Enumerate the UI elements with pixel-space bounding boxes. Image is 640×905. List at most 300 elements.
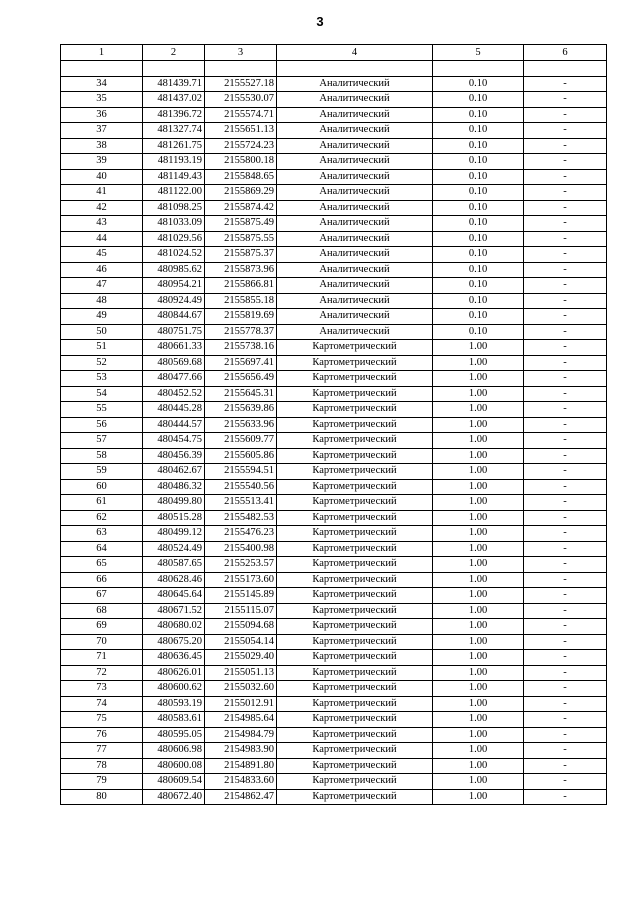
accuracy-cell: 1.00 — [433, 650, 524, 666]
point-number-cell: 68 — [61, 603, 143, 619]
table-row — [61, 402, 607, 418]
note-cell: - — [524, 293, 607, 309]
note-cell: - — [524, 789, 607, 805]
point-number-cell: 47 — [61, 278, 143, 294]
y-coordinate-cell — [205, 61, 277, 77]
method-cell: Картометрический — [277, 495, 433, 511]
accuracy-cell: 1.00 — [433, 433, 524, 449]
y-coordinate-cell: 2155738.16 — [205, 340, 277, 356]
x-coordinate-cell: 480844.67 — [143, 309, 205, 325]
y-coordinate-cell: 2155724.23 — [205, 138, 277, 154]
accuracy-cell: 0.10 — [433, 247, 524, 263]
accuracy-cell: 0.10 — [433, 278, 524, 294]
method-cell: Картометрический — [277, 355, 433, 371]
method-cell: Аналитический — [277, 231, 433, 247]
method-cell: Картометрический — [277, 510, 433, 526]
column-header: 3 — [205, 45, 277, 61]
note-cell: - — [524, 386, 607, 402]
note-cell: - — [524, 216, 607, 232]
method-cell: Картометрический — [277, 619, 433, 635]
point-number-cell: 74 — [61, 696, 143, 712]
accuracy-cell: 1.00 — [433, 696, 524, 712]
method-cell: Картометрический — [277, 634, 433, 650]
y-coordinate-cell: 2155527.18 — [205, 76, 277, 92]
note-cell: - — [524, 169, 607, 185]
column-header: 4 — [277, 45, 433, 61]
accuracy-cell: 1.00 — [433, 681, 524, 697]
x-coordinate-cell: 480524.49 — [143, 541, 205, 557]
accuracy-cell: 1.00 — [433, 495, 524, 511]
point-number-cell: 34 — [61, 76, 143, 92]
y-coordinate-cell: 2155051.13 — [205, 665, 277, 681]
note-cell: - — [524, 526, 607, 542]
note-cell: - — [524, 557, 607, 573]
point-number-cell: 42 — [61, 200, 143, 216]
accuracy-cell: 1.00 — [433, 386, 524, 402]
y-coordinate-cell: 2155513.41 — [205, 495, 277, 511]
y-coordinate-cell: 2155115.07 — [205, 603, 277, 619]
table-row — [61, 61, 607, 77]
x-coordinate-cell: 481029.56 — [143, 231, 205, 247]
table-row — [61, 371, 607, 387]
method-cell: Картометрический — [277, 665, 433, 681]
table-row — [61, 526, 607, 542]
accuracy-cell: 1.00 — [433, 464, 524, 480]
accuracy-cell: 1.00 — [433, 417, 524, 433]
method-cell: Картометрический — [277, 603, 433, 619]
accuracy-cell: 0.10 — [433, 262, 524, 278]
point-number-cell: 64 — [61, 541, 143, 557]
method-cell: Картометрический — [277, 774, 433, 790]
table-row — [61, 448, 607, 464]
note-cell: - — [524, 510, 607, 526]
table-row — [61, 262, 607, 278]
accuracy-cell: 0.10 — [433, 200, 524, 216]
accuracy-cell: 0.10 — [433, 92, 524, 108]
point-number-cell: 70 — [61, 634, 143, 650]
accuracy-cell: 0.10 — [433, 169, 524, 185]
table-row — [61, 634, 607, 650]
table-row — [61, 774, 607, 790]
table-row — [61, 510, 607, 526]
point-number-cell: 71 — [61, 650, 143, 666]
x-coordinate-cell: 481261.75 — [143, 138, 205, 154]
y-coordinate-cell: 2155866.81 — [205, 278, 277, 294]
note-cell: - — [524, 479, 607, 495]
point-number-cell: 63 — [61, 526, 143, 542]
table-row — [61, 588, 607, 604]
accuracy-cell: 1.00 — [433, 479, 524, 495]
point-number-cell: 48 — [61, 293, 143, 309]
x-coordinate-cell: 480515.28 — [143, 510, 205, 526]
table-row — [61, 464, 607, 480]
x-coordinate-cell: 480499.80 — [143, 495, 205, 511]
table-row — [61, 479, 607, 495]
point-number-cell: 79 — [61, 774, 143, 790]
point-number-cell: 43 — [61, 216, 143, 232]
note-cell: - — [524, 402, 607, 418]
point-number-cell: 39 — [61, 154, 143, 170]
accuracy-cell: 1.00 — [433, 371, 524, 387]
accuracy-cell: 0.10 — [433, 138, 524, 154]
y-coordinate-cell: 2155778.37 — [205, 324, 277, 340]
x-coordinate-cell: 481033.09 — [143, 216, 205, 232]
note-cell: - — [524, 262, 607, 278]
table-row — [61, 727, 607, 743]
point-number-cell: 46 — [61, 262, 143, 278]
method-cell: Аналитический — [277, 324, 433, 340]
method-cell: Картометрический — [277, 448, 433, 464]
table-row — [61, 247, 607, 263]
note-cell: - — [524, 743, 607, 759]
point-number-cell: 75 — [61, 712, 143, 728]
note-cell: - — [524, 309, 607, 325]
table-row — [61, 541, 607, 557]
table-body — [61, 61, 607, 805]
y-coordinate-cell: 2155875.49 — [205, 216, 277, 232]
accuracy-cell: 1.00 — [433, 774, 524, 790]
y-coordinate-cell: 2155574.71 — [205, 107, 277, 123]
method-cell: Картометрический — [277, 789, 433, 805]
method-cell: Картометрический — [277, 758, 433, 774]
y-coordinate-cell: 2154983.90 — [205, 743, 277, 759]
point-number-cell: 35 — [61, 92, 143, 108]
y-coordinate-cell: 2155633.96 — [205, 417, 277, 433]
table-row — [61, 293, 607, 309]
accuracy-cell: 1.00 — [433, 340, 524, 356]
method-cell: Картометрический — [277, 681, 433, 697]
table-row — [61, 433, 607, 449]
method-cell: Картометрический — [277, 696, 433, 712]
y-coordinate-cell: 2154862.47 — [205, 789, 277, 805]
accuracy-cell: 0.10 — [433, 123, 524, 139]
y-coordinate-cell: 2155855.18 — [205, 293, 277, 309]
note-cell: - — [524, 541, 607, 557]
table-row — [61, 278, 607, 294]
accuracy-cell: 1.00 — [433, 619, 524, 635]
note-cell: - — [524, 572, 607, 588]
method-cell: Аналитический — [277, 309, 433, 325]
method-cell: Аналитический — [277, 216, 433, 232]
table-row — [61, 557, 607, 573]
table-row — [61, 603, 607, 619]
note-cell: - — [524, 619, 607, 635]
table-row — [61, 340, 607, 356]
accuracy-cell: 1.00 — [433, 526, 524, 542]
table-row — [61, 417, 607, 433]
x-coordinate-cell: 480444.57 — [143, 417, 205, 433]
y-coordinate-cell: 2155605.86 — [205, 448, 277, 464]
header-row — [61, 45, 607, 61]
y-coordinate-cell: 2155869.29 — [205, 185, 277, 201]
method-cell: Картометрический — [277, 712, 433, 728]
point-number-cell: 44 — [61, 231, 143, 247]
table-row — [61, 650, 607, 666]
page-number: 3 — [316, 14, 324, 29]
y-coordinate-cell: 2155594.51 — [205, 464, 277, 480]
accuracy-cell: 1.00 — [433, 603, 524, 619]
point-number-cell: 50 — [61, 324, 143, 340]
y-coordinate-cell: 2155639.86 — [205, 402, 277, 418]
point-number-cell: 78 — [61, 758, 143, 774]
note-cell: - — [524, 185, 607, 201]
point-number-cell: 40 — [61, 169, 143, 185]
x-coordinate-cell: 480587.65 — [143, 557, 205, 573]
method-cell: Картометрический — [277, 743, 433, 759]
point-number-cell: 73 — [61, 681, 143, 697]
point-number-cell: 53 — [61, 371, 143, 387]
method-cell: Аналитический — [277, 107, 433, 123]
x-coordinate-cell: 480595.05 — [143, 727, 205, 743]
note-cell: - — [524, 774, 607, 790]
y-coordinate-cell: 2155848.65 — [205, 169, 277, 185]
note-cell: - — [524, 340, 607, 356]
y-coordinate-cell: 2155609.77 — [205, 433, 277, 449]
method-cell: Картометрический — [277, 371, 433, 387]
accuracy-cell: 0.10 — [433, 216, 524, 232]
table-row — [61, 495, 607, 511]
accuracy-cell: 1.00 — [433, 588, 524, 604]
point-number-cell: 60 — [61, 479, 143, 495]
table-row — [61, 712, 607, 728]
method-cell: Аналитический — [277, 185, 433, 201]
x-coordinate-cell: 480606.98 — [143, 743, 205, 759]
accuracy-cell: 1.00 — [433, 789, 524, 805]
note-cell: - — [524, 123, 607, 139]
y-coordinate-cell: 2155819.69 — [205, 309, 277, 325]
method-cell: Картометрический — [277, 433, 433, 449]
accuracy-cell: 1.00 — [433, 727, 524, 743]
x-coordinate-cell: 480593.19 — [143, 696, 205, 712]
y-coordinate-cell: 2155032.60 — [205, 681, 277, 697]
method-cell: Аналитический — [277, 262, 433, 278]
y-coordinate-cell: 2155253.57 — [205, 557, 277, 573]
note-cell: - — [524, 355, 607, 371]
x-coordinate-cell: 480680.02 — [143, 619, 205, 635]
accuracy-cell: 0.10 — [433, 76, 524, 92]
note-cell: - — [524, 371, 607, 387]
point-number-cell: 57 — [61, 433, 143, 449]
note-cell: - — [524, 231, 607, 247]
note-cell: - — [524, 712, 607, 728]
point-number-cell: 36 — [61, 107, 143, 123]
x-coordinate-cell: 480445.28 — [143, 402, 205, 418]
point-number-cell — [61, 61, 143, 77]
x-coordinate-cell — [143, 61, 205, 77]
y-coordinate-cell: 2155651.13 — [205, 123, 277, 139]
method-cell: Аналитический — [277, 138, 433, 154]
y-coordinate-cell: 2154833.60 — [205, 774, 277, 790]
accuracy-cell: 1.00 — [433, 712, 524, 728]
x-coordinate-cell: 480569.68 — [143, 355, 205, 371]
note-cell: - — [524, 588, 607, 604]
note-cell: - — [524, 696, 607, 712]
method-cell: Картометрический — [277, 526, 433, 542]
y-coordinate-cell: 2155800.18 — [205, 154, 277, 170]
method-cell — [277, 61, 433, 77]
method-cell: Аналитический — [277, 169, 433, 185]
column-header: 5 — [433, 45, 524, 61]
point-number-cell: 76 — [61, 727, 143, 743]
note-cell: - — [524, 495, 607, 511]
x-coordinate-cell: 480456.39 — [143, 448, 205, 464]
y-coordinate-cell: 2155530.07 — [205, 92, 277, 108]
method-cell: Аналитический — [277, 123, 433, 139]
table-row — [61, 154, 607, 170]
accuracy-cell: 1.00 — [433, 572, 524, 588]
x-coordinate-cell: 480609.54 — [143, 774, 205, 790]
method-cell: Картометрический — [277, 572, 433, 588]
note-cell: - — [524, 417, 607, 433]
method-cell: Аналитический — [277, 293, 433, 309]
accuracy-cell: 0.10 — [433, 309, 524, 325]
method-cell: Картометрический — [277, 386, 433, 402]
method-cell: Картометрический — [277, 588, 433, 604]
point-number-cell: 54 — [61, 386, 143, 402]
accuracy-cell: 1.00 — [433, 634, 524, 650]
table-row — [61, 355, 607, 371]
table-row — [61, 681, 607, 697]
x-coordinate-cell: 480661.33 — [143, 340, 205, 356]
method-cell: Аналитический — [277, 247, 433, 263]
table-row — [61, 696, 607, 712]
x-coordinate-cell: 481024.52 — [143, 247, 205, 263]
x-coordinate-cell: 480600.62 — [143, 681, 205, 697]
note-cell: - — [524, 650, 607, 666]
note-cell: - — [524, 107, 607, 123]
note-cell: - — [524, 464, 607, 480]
x-coordinate-cell: 480626.01 — [143, 665, 205, 681]
x-coordinate-cell: 480645.64 — [143, 588, 205, 604]
point-number-cell: 58 — [61, 448, 143, 464]
x-coordinate-cell: 480671.52 — [143, 603, 205, 619]
point-number-cell: 61 — [61, 495, 143, 511]
accuracy-cell: 0.10 — [433, 107, 524, 123]
x-coordinate-cell: 481149.43 — [143, 169, 205, 185]
x-coordinate-cell: 480499.12 — [143, 526, 205, 542]
x-coordinate-cell: 480486.32 — [143, 479, 205, 495]
method-cell: Картометрический — [277, 557, 433, 573]
x-coordinate-cell: 480954.21 — [143, 278, 205, 294]
x-coordinate-cell: 480462.67 — [143, 464, 205, 480]
x-coordinate-cell: 480636.45 — [143, 650, 205, 666]
method-cell: Картометрический — [277, 727, 433, 743]
accuracy-cell: 0.10 — [433, 293, 524, 309]
y-coordinate-cell: 2155873.96 — [205, 262, 277, 278]
table-row — [61, 76, 607, 92]
x-coordinate-cell: 481098.25 — [143, 200, 205, 216]
x-coordinate-cell: 480751.75 — [143, 324, 205, 340]
accuracy-cell: 0.10 — [433, 324, 524, 340]
point-number-cell: 38 — [61, 138, 143, 154]
y-coordinate-cell: 2155875.55 — [205, 231, 277, 247]
y-coordinate-cell: 2154984.79 — [205, 727, 277, 743]
method-cell: Картометрический — [277, 650, 433, 666]
note-cell: - — [524, 154, 607, 170]
y-coordinate-cell: 2155874.42 — [205, 200, 277, 216]
x-coordinate-cell: 480477.66 — [143, 371, 205, 387]
note-cell: - — [524, 433, 607, 449]
column-header: 2 — [143, 45, 205, 61]
y-coordinate-cell: 2155656.49 — [205, 371, 277, 387]
y-coordinate-cell: 2155173.60 — [205, 572, 277, 588]
accuracy-cell: 1.00 — [433, 665, 524, 681]
table-row — [61, 216, 607, 232]
method-cell: Картометрический — [277, 464, 433, 480]
table-header — [61, 45, 607, 61]
method-cell: Картометрический — [277, 479, 433, 495]
note-cell: - — [524, 278, 607, 294]
x-coordinate-cell: 481439.71 — [143, 76, 205, 92]
x-coordinate-cell: 481327.74 — [143, 123, 205, 139]
y-coordinate-cell: 2155054.14 — [205, 634, 277, 650]
note-cell: - — [524, 448, 607, 464]
method-cell: Аналитический — [277, 154, 433, 170]
note-cell: - — [524, 92, 607, 108]
table-row — [61, 107, 607, 123]
x-coordinate-cell: 480985.62 — [143, 262, 205, 278]
table-row — [61, 200, 607, 216]
method-cell: Аналитический — [277, 92, 433, 108]
accuracy-cell: 0.10 — [433, 154, 524, 170]
y-coordinate-cell: 2155145.89 — [205, 588, 277, 604]
x-coordinate-cell: 480583.61 — [143, 712, 205, 728]
y-coordinate-cell: 2155645.31 — [205, 386, 277, 402]
accuracy-cell: 1.00 — [433, 557, 524, 573]
point-number-cell: 62 — [61, 510, 143, 526]
table-row — [61, 572, 607, 588]
point-number-cell: 56 — [61, 417, 143, 433]
table-row — [61, 92, 607, 108]
y-coordinate-cell: 2155094.68 — [205, 619, 277, 635]
accuracy-cell: 1.00 — [433, 541, 524, 557]
point-number-cell: 67 — [61, 588, 143, 604]
column-header: 6 — [524, 45, 607, 61]
y-coordinate-cell: 2155029.40 — [205, 650, 277, 666]
method-cell: Аналитический — [277, 76, 433, 92]
note-cell: - — [524, 758, 607, 774]
x-coordinate-cell: 480600.08 — [143, 758, 205, 774]
x-coordinate-cell: 480452.52 — [143, 386, 205, 402]
point-number-cell: 55 — [61, 402, 143, 418]
point-number-cell: 52 — [61, 355, 143, 371]
accuracy-cell: 1.00 — [433, 448, 524, 464]
point-number-cell: 69 — [61, 619, 143, 635]
y-coordinate-cell: 2155012.91 — [205, 696, 277, 712]
point-number-cell: 80 — [61, 789, 143, 805]
x-coordinate-cell: 481396.72 — [143, 107, 205, 123]
accuracy-cell — [433, 61, 524, 77]
table-row — [61, 138, 607, 154]
y-coordinate-cell: 2155540.56 — [205, 479, 277, 495]
point-number-cell: 49 — [61, 309, 143, 325]
note-cell: - — [524, 665, 607, 681]
y-coordinate-cell: 2155697.41 — [205, 355, 277, 371]
point-number-cell: 66 — [61, 572, 143, 588]
accuracy-cell: 1.00 — [433, 355, 524, 371]
table-row — [61, 665, 607, 681]
method-cell: Аналитический — [277, 200, 433, 216]
x-coordinate-cell: 480924.49 — [143, 293, 205, 309]
method-cell: Картометрический — [277, 541, 433, 557]
point-number-cell: 41 — [61, 185, 143, 201]
point-number-cell: 45 — [61, 247, 143, 263]
table-row — [61, 123, 607, 139]
y-coordinate-cell: 2154985.64 — [205, 712, 277, 728]
y-coordinate-cell: 2155482.53 — [205, 510, 277, 526]
table-row — [61, 185, 607, 201]
point-number-cell: 37 — [61, 123, 143, 139]
